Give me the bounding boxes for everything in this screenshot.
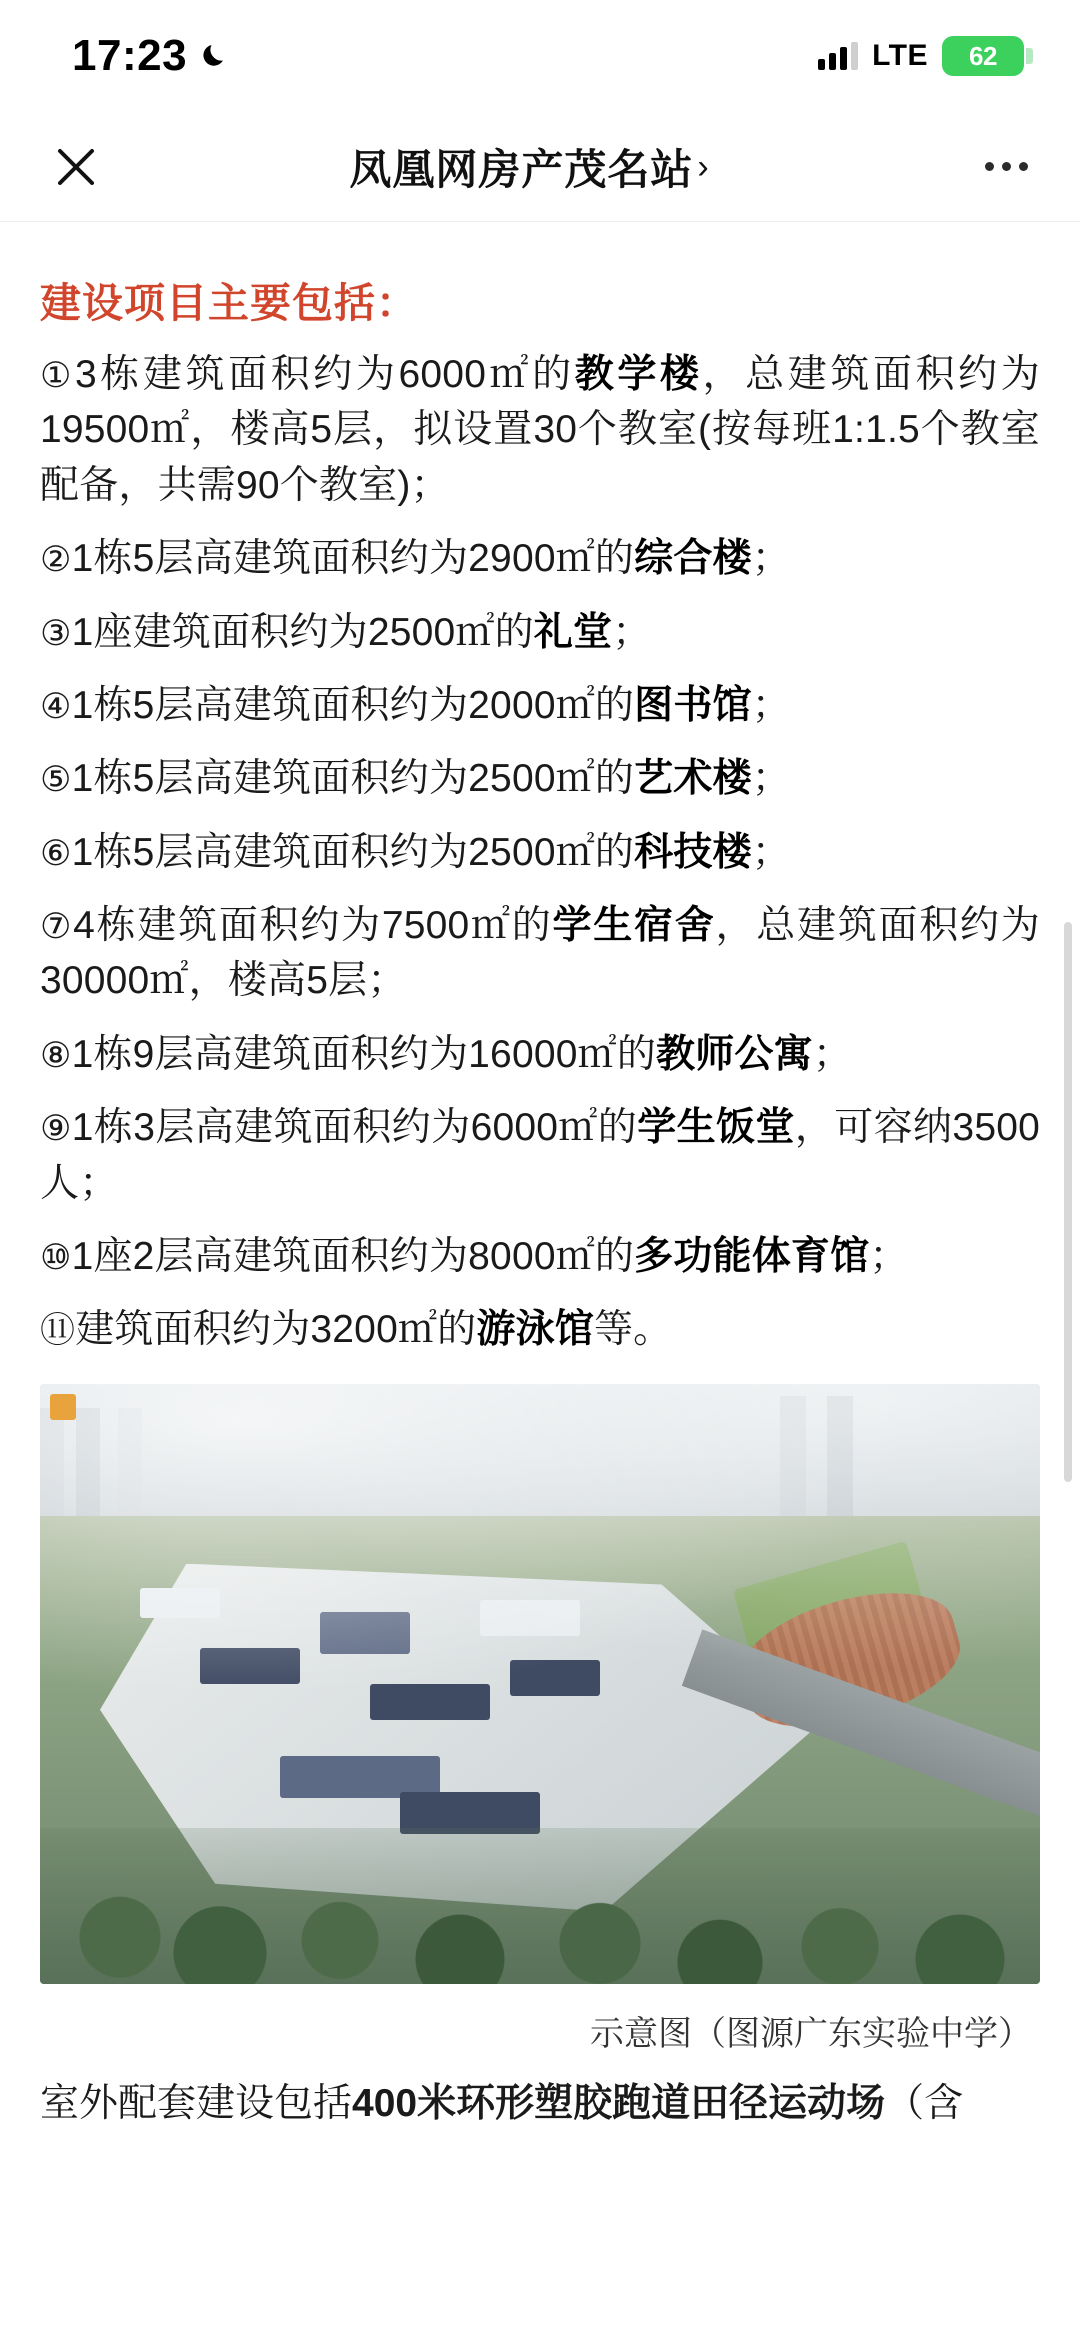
- list-item: ③1座建筑面积约为2500㎡的礼堂；: [40, 610, 652, 654]
- more-options-icon[interactable]: [964, 162, 1028, 171]
- list-item: ⑥1栋5层高建筑面积约为2500㎡的科技楼；: [40, 830, 791, 874]
- section-heading: 建设项目主要包括：: [40, 280, 418, 326]
- nav-title-group[interactable]: [349, 137, 708, 197]
- list-item: ⑤1栋5层高建筑面积约为2500㎡的艺术楼；: [40, 757, 791, 801]
- tail-paragraph: [40, 2077, 1040, 2132]
- list-item: ⑧1栋9层高建筑面积约为16000㎡的教师公寓；: [40, 1032, 853, 1076]
- status-right-group: [818, 36, 1024, 76]
- figure: [40, 1384, 1040, 2055]
- battery-percent-label: 62: [969, 40, 997, 71]
- tail-suffix: （含: [885, 2081, 964, 2125]
- campus-aerial-rendering-image[interactable]: [40, 1384, 1040, 1984]
- battery-icon: [942, 36, 1024, 76]
- status-left-group: [72, 31, 231, 81]
- list-item: ⑩1座2层高建筑面积约为8000㎡的多功能体育馆；: [40, 1234, 909, 1278]
- list-item: ②1栋5层高建筑面积约为2900㎡的综合楼；: [40, 537, 791, 581]
- tail-bold: 400米环形塑胶跑道田径运动场: [352, 2081, 886, 2125]
- page-title: 凤凰网房产茂名站: [349, 145, 694, 193]
- list-item: ⑪建筑面积约为3200㎡的游泳馆等。: [40, 1308, 673, 1352]
- list-item: ⑨1栋3层高建筑面积约为6000㎡的学生饭堂，可容纳3500人；: [40, 1106, 1040, 1205]
- close-icon[interactable]: [48, 139, 104, 195]
- nav-bar: [0, 112, 1080, 222]
- image-corner-marker: [50, 1394, 76, 1420]
- list-item: ④1栋5层高建筑面积约为2000㎡的图书馆；: [40, 683, 791, 727]
- scrollbar-thumb[interactable]: [1064, 922, 1072, 1482]
- network-type-label: LTE: [872, 39, 928, 72]
- status-time: 17:23: [72, 31, 188, 80]
- moon-icon: [201, 41, 231, 71]
- figure-caption: 示意图（图源广东实验中学）: [590, 2014, 1032, 2053]
- status-bar: [0, 0, 1080, 112]
- tail-prefix: 室外配套建设包括: [40, 2081, 353, 2125]
- list-item: ①3栋建筑面积约为6000㎡的教学楼，总建筑面积约为19500㎡，楼高5层，拟设置30个教室(按每班1:1.5个教室配备，共需90个教室)；: [40, 353, 1041, 507]
- list-item: ⑦4栋建筑面积约为7500㎡的学生宿舍，总建筑面积约为30000㎡，楼高5层；: [40, 904, 1040, 1003]
- chevron-right-icon: ›: [697, 148, 709, 186]
- article-body: [0, 222, 1080, 2337]
- signal-bars-icon: [818, 42, 858, 70]
